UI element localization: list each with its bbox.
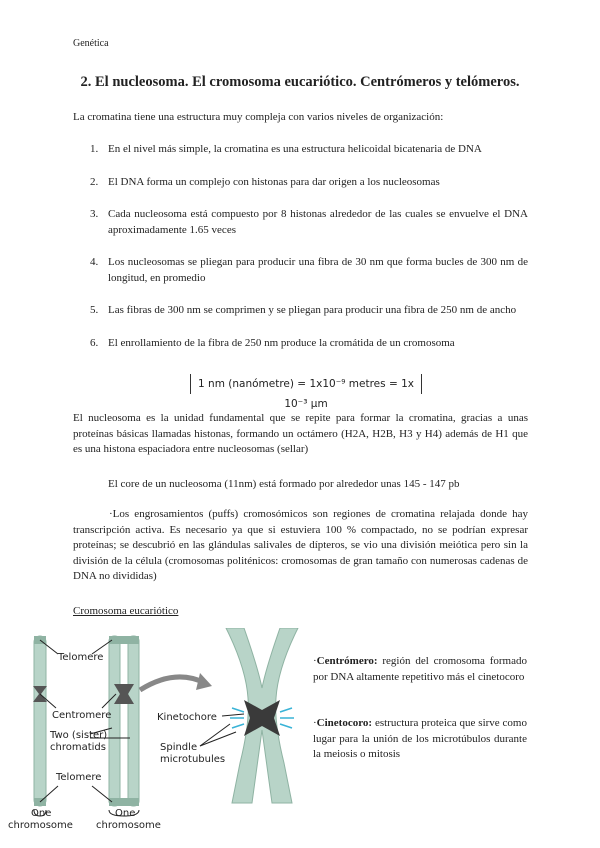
label-telomere-top: Telomere xyxy=(58,652,104,663)
telomere-bottom-right xyxy=(109,798,139,806)
list-text: El enrollamiento de la fibra de 250 nm produce la cromátida de un cromosoma xyxy=(108,336,455,349)
label-chromatids: chromatids xyxy=(50,742,106,753)
puffs-paragraph: ·Los engrosamientos (puffs) cromosómicos son regiones de cromatina relajada donde hay transcripción activa. Es necesario ya que si estuviera 100 % compactado, no se podrían expresar proteínas; se descubrió en las glándulas salivales de dípteros, se vio una división meiótica pero sin la división de la célula (cromosomas politénicos: cromosomas de gran tamaño con numerosas cadenas de DNA no divididas) xyxy=(73,508,528,582)
list-number: 2. xyxy=(90,175,99,188)
centromero-definition: ·Centrómero: región del cromosoma formado por DNA altamente repetitivo más el cinetocoro xyxy=(313,655,527,683)
page-header: Genética xyxy=(73,38,109,49)
chromosome-diagram xyxy=(0,628,310,833)
list-text: Los nucleosomas se pliegan para producir una fibra de 30 nm que forma bucles de 300 nm de longitud, en promedio xyxy=(108,256,528,284)
label-chromosome-right: chromosome xyxy=(96,820,161,831)
list-text: Cada nucleosoma está compuesto por 8 histonas alrededor de las cuales se envuelve el DNA aproximadamente 1.65 veces xyxy=(108,208,528,236)
list-item xyxy=(73,207,528,238)
core-paragraph: El core de un nucleosoma (11nm) está formado por alrededor unas 145 - 147 pb xyxy=(108,478,460,490)
sister-chromatid-2 xyxy=(128,636,139,806)
section-title: 2. El nucleosoma. El cromosoma eucariótico. Centrómeros y telómeros. xyxy=(80,74,520,90)
label-centromere: Centromere xyxy=(52,710,112,721)
telomere-top-right xyxy=(109,636,139,644)
chromosome-subheading: Cromosoma eucariótico xyxy=(73,605,179,617)
zoom-arrow-head xyxy=(196,673,212,690)
list-text: El DNA forma un complejo con histonas para dar origen a los nucleosomas xyxy=(108,175,440,188)
list-text: En el nivel más simple, la cromatina es una estructura helicoidal bicatenaria de DNA xyxy=(108,143,482,155)
list-item xyxy=(73,142,528,158)
organization-levels-list xyxy=(73,142,528,368)
label-sister: Two (sister) xyxy=(50,730,108,741)
list-number: 3. xyxy=(90,208,99,220)
nucleosome-paragraph: El nucleosoma es la unidad fundamental que se repite para formar la cromatina, gracias a unas proteínas básicas llamadas histonas, formando un octámero (H2A, H2B, H3 y H4) además de H1 que es una histona espaciadora entre nucleosomas (sellar) xyxy=(73,412,528,455)
list-item xyxy=(73,303,528,319)
list-number: 1. xyxy=(90,143,99,155)
cinetocoro-definition: ·Cinetocoro: estructura proteica que sirve como lugar para la unión de los microtúbulos durante la meiosis o mitosis xyxy=(313,717,527,760)
label-one-right: One xyxy=(115,808,136,819)
label-kinetochore: Kinetochore xyxy=(157,712,217,723)
cinetocoro-term: Cinetocoro: xyxy=(316,717,373,729)
centromero-text: región del cromosoma formado por DNA altamente repetitivo más el cinetocoro xyxy=(313,655,527,683)
list-number: 5. xyxy=(90,304,99,316)
intro-paragraph: La cromatina tiene una estructura muy compleja con varios niveles de organización: xyxy=(73,111,444,123)
label-chromosome-left: chromosome xyxy=(8,820,73,831)
unit-formula-box: 1 nm (nanómetre) = 1x10⁻⁹ metres = 1x 10⁻³ µm xyxy=(190,374,422,394)
sister-chromatid-1 xyxy=(109,636,120,806)
label-one-left: One xyxy=(31,808,52,819)
list-number: 4. xyxy=(90,256,99,268)
label-spindle: Spindle xyxy=(160,742,198,753)
list-item xyxy=(73,255,528,286)
zoom-arrow xyxy=(140,677,205,690)
centromero-term: Centrómero: xyxy=(316,655,378,667)
chromatid-left xyxy=(34,636,46,806)
label-microtubules: microtubules xyxy=(160,754,226,765)
label-telomere-bottom: Telomere xyxy=(56,772,102,783)
list-text: Las fibras de 300 nm se comprimen y se pliegan para producir una fibra de 250 nm de ancho xyxy=(108,304,517,316)
cinetocoro-text: estructura proteica que sirve como lugar para la unión de los microtúbulos durante la meiosis o mitosis xyxy=(313,717,527,760)
list-item xyxy=(73,336,528,352)
list-item xyxy=(73,175,528,191)
list-number: 6. xyxy=(90,336,99,349)
